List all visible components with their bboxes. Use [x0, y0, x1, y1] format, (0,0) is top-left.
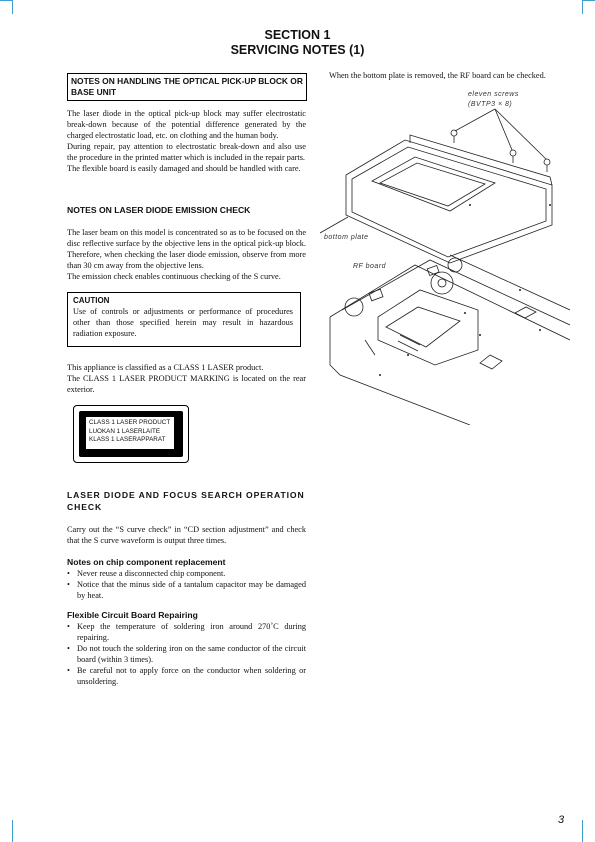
focus-search-paragraph: Carry out the “S curve check” in “CD section adjustment” and check that the S curve waveform is output three times. — [67, 525, 306, 546]
laser-text-2: The emission check enables continuous checking of the S curve. — [67, 272, 281, 282]
screws-count: eleven screws — [468, 91, 519, 98]
page-title: SERVICING NOTES (1) — [230, 43, 365, 57]
class1-laser-label — [73, 405, 189, 463]
flex-heading: Flexible Circuit Board Repairing — [67, 610, 198, 620]
laser-text-1: The laser beam on this model is concentrated so as to be focused on the disc reflective surface by the objective lens in the optical pick-up block. Therefore, when checking the laser diode emission, observe from more than 30 cm away from the objective lens. — [67, 228, 306, 271]
label-line-3: KLASS 1 LASERAPPARAT — [89, 436, 166, 444]
focus-search-heading: LASER DIODE AND FOCUS SEARCH OPERATION CHECK — [67, 490, 305, 512]
list-item: • Be careful not to apply force on the conductor when soldering or unsoldering. — [67, 665, 306, 687]
caution-title: CAUTION — [73, 296, 110, 305]
class1-text-1: This appliance is classified as a CLASS 1 LASER product. — [67, 363, 264, 372]
section-heading: SECTION 1 — [264, 28, 331, 42]
bottom-plate-label: bottom plate — [324, 234, 369, 241]
screws-spec: (BVTP3 × 8) — [468, 101, 513, 108]
list-item: • Never reuse a disconnected chip component. — [67, 568, 306, 579]
handling-notes-title: NOTES ON HANDLING THE OPTICAL PICK-UP BLOCK OR BASE UNIT — [71, 76, 303, 97]
rf-board-label: RF board — [353, 263, 387, 270]
list-item: • Notice that the minus side of a tantalum capacitor may be damaged by heat. — [67, 579, 306, 601]
handling-paragraph — [67, 108, 306, 175]
handling-text-3: The flexible board is easily damaged and should be handled with care. — [67, 164, 301, 174]
chip-heading: Notes on chip component replacement — [67, 557, 226, 567]
handling-notes-box — [67, 73, 307, 101]
caution-box — [67, 292, 301, 347]
label-line-2: LUOKAN 1 LASERLAITE — [89, 427, 161, 435]
bottom-plate-diagram — [320, 95, 570, 425]
class1-text-2: The CLASS 1 LASER PRODUCT MARKING is located on the rear exterior. — [67, 374, 306, 395]
crop-mark — [583, 0, 595, 1]
chip-list — [67, 568, 306, 601]
crop-mark — [582, 820, 583, 842]
flex-list — [67, 621, 306, 687]
page-number: 3 — [558, 814, 565, 826]
caution-text: Use of controls or adjustments or performance of procedures other than those specified herein may result in hazardous radiation exposure. — [73, 307, 293, 338]
laser-emission-heading: NOTES ON LASER DIODE EMISSION CHECK — [67, 205, 251, 215]
handling-text-2: During repair, pay attention to electrostatic break-down and also use the procedure in the printed matter which is included in the repair parts. — [67, 142, 306, 163]
rf-board-intro: When the bottom plate is removed, the RF board can be checked. — [329, 71, 546, 80]
class1-paragraph — [67, 362, 306, 395]
list-item: • Keep the temperature of soldering iron around 270˚C during repairing. — [67, 621, 306, 643]
crop-mark — [12, 820, 13, 842]
list-item: • Do not touch the soldering iron on the same conductor of the circuit board (within 3 times). — [67, 643, 306, 665]
label-line-1: CLASS 1 LASER PRODUCT — [89, 419, 171, 426]
screw-icon — [544, 159, 550, 172]
crop-mark — [0, 0, 12, 1]
crop-mark — [582, 0, 583, 14]
screw-icon — [451, 130, 457, 143]
crop-mark — [12, 0, 13, 14]
screw-icon — [510, 150, 516, 163]
handling-text-1: The laser diode in the optical pick-up block may suffer electrostatic break-down because of the potential difference generated by the charged electrostatic load, etc. on clothing and the human body. — [67, 109, 306, 141]
laser-emission-paragraph — [67, 227, 306, 282]
